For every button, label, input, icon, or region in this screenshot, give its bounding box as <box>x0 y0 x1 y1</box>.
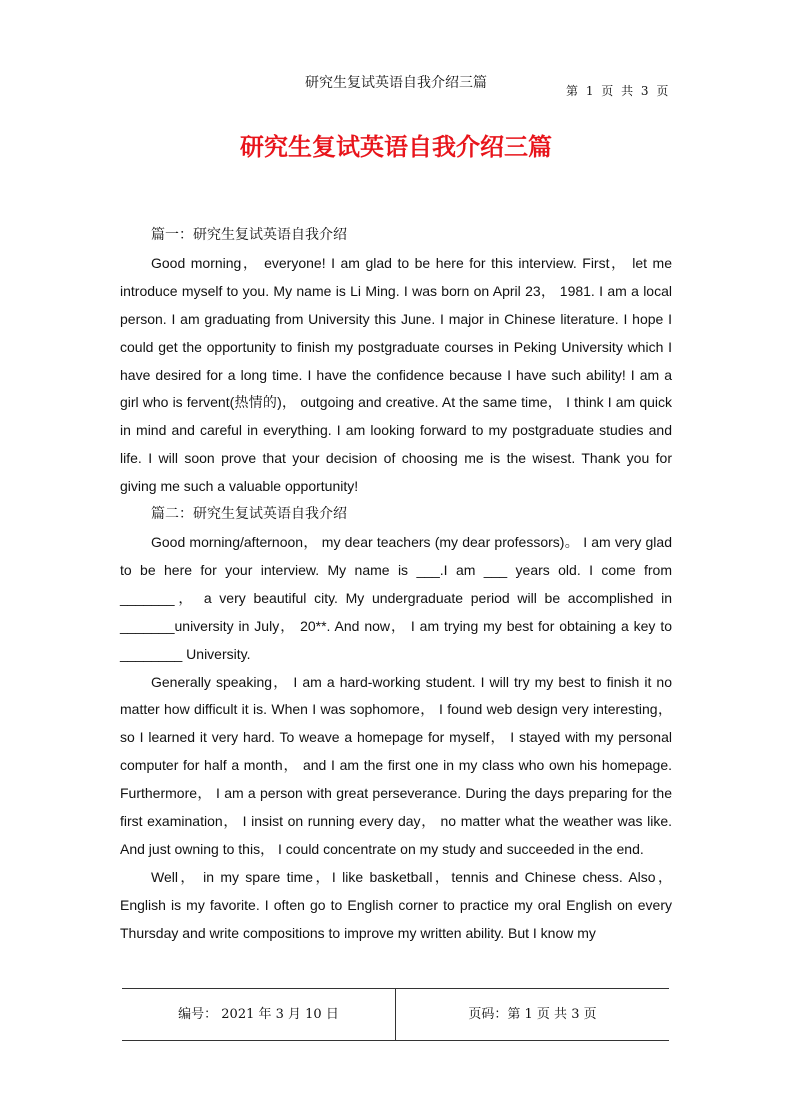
paragraph: Generally speaking， I am a hard-working student. I will try my best to finish it no matter how difficult it is. When I was sophomore， I found web design very interesting， so I learned it very hard. To weave a homepage for myself， I stayed with my personal computer for half a month， and I am the first one in my class who own his homepage. Furthermore， I am a person with great perseverance. During the days preparing for the first examination， I insist on running every day， no matter what the weather was like. And just owning to this， I could concentrate on my study and succeeded in the end. <box>120 673 672 857</box>
paragraph: Good morning， everyone! I am glad to be here for this interview. First， let me introduce myself to you. My name is Li Ming. I was born on April 23， 1981. I am a local person. I am graduating from University this June. I major in Chinese literature. I hope I could get the opportunity to finish my postgraduate courses in Peking University which I have desired for a long time. I have the confidence because I have such ability! I am a girl who is fervent(热情的)， outgoing and creative. At the same time， I think I am quick in mind and careful in everything. I am looking forward to my postgraduate studies and life. I will soon prove that your decision of choosing me is the wisest. Thank you for giving me such a valuable opportunity! <box>120 254 672 495</box>
section-heading-1: 篇一：研究生复试英语自我介绍 <box>151 227 347 243</box>
document-body <box>120 222 672 948</box>
running-header-page-indicator: 第 1 页 共 3 页 <box>566 84 671 98</box>
running-header-title: 研究生复试英语自我介绍三篇 <box>305 75 487 91</box>
paragraph: Well， in my spare time，I like basketball，tennis and Chinese chess. Also，English is my favorite. I often go to English corner to practice my oral English on every Thursday and write compositions to improve my written ability. But I know my <box>120 868 672 941</box>
footer-page-label: 页码：第 1 页 共 3 页 <box>468 1007 597 1022</box>
section-heading-2: 篇二：研究生复试英语自我介绍 <box>151 506 347 523</box>
paragraph: Good morning/afternoon， my dear teachers (my dear professors)。 I am very glad to be here for your interview. My name is ___.I am ___ years old. I come from _______， a very beautiful city. My undergraduate period will be accomplished in _______university in July， 20**. And now， I am trying my best for obtaining a key to ________ University. <box>120 533 672 662</box>
page-footer <box>122 988 669 1041</box>
footer-number-label: 编号： 2021 年 3 月 10 日 <box>122 989 396 1040</box>
document-title: 研究生复试英语自我介绍三篇 <box>240 133 552 161</box>
